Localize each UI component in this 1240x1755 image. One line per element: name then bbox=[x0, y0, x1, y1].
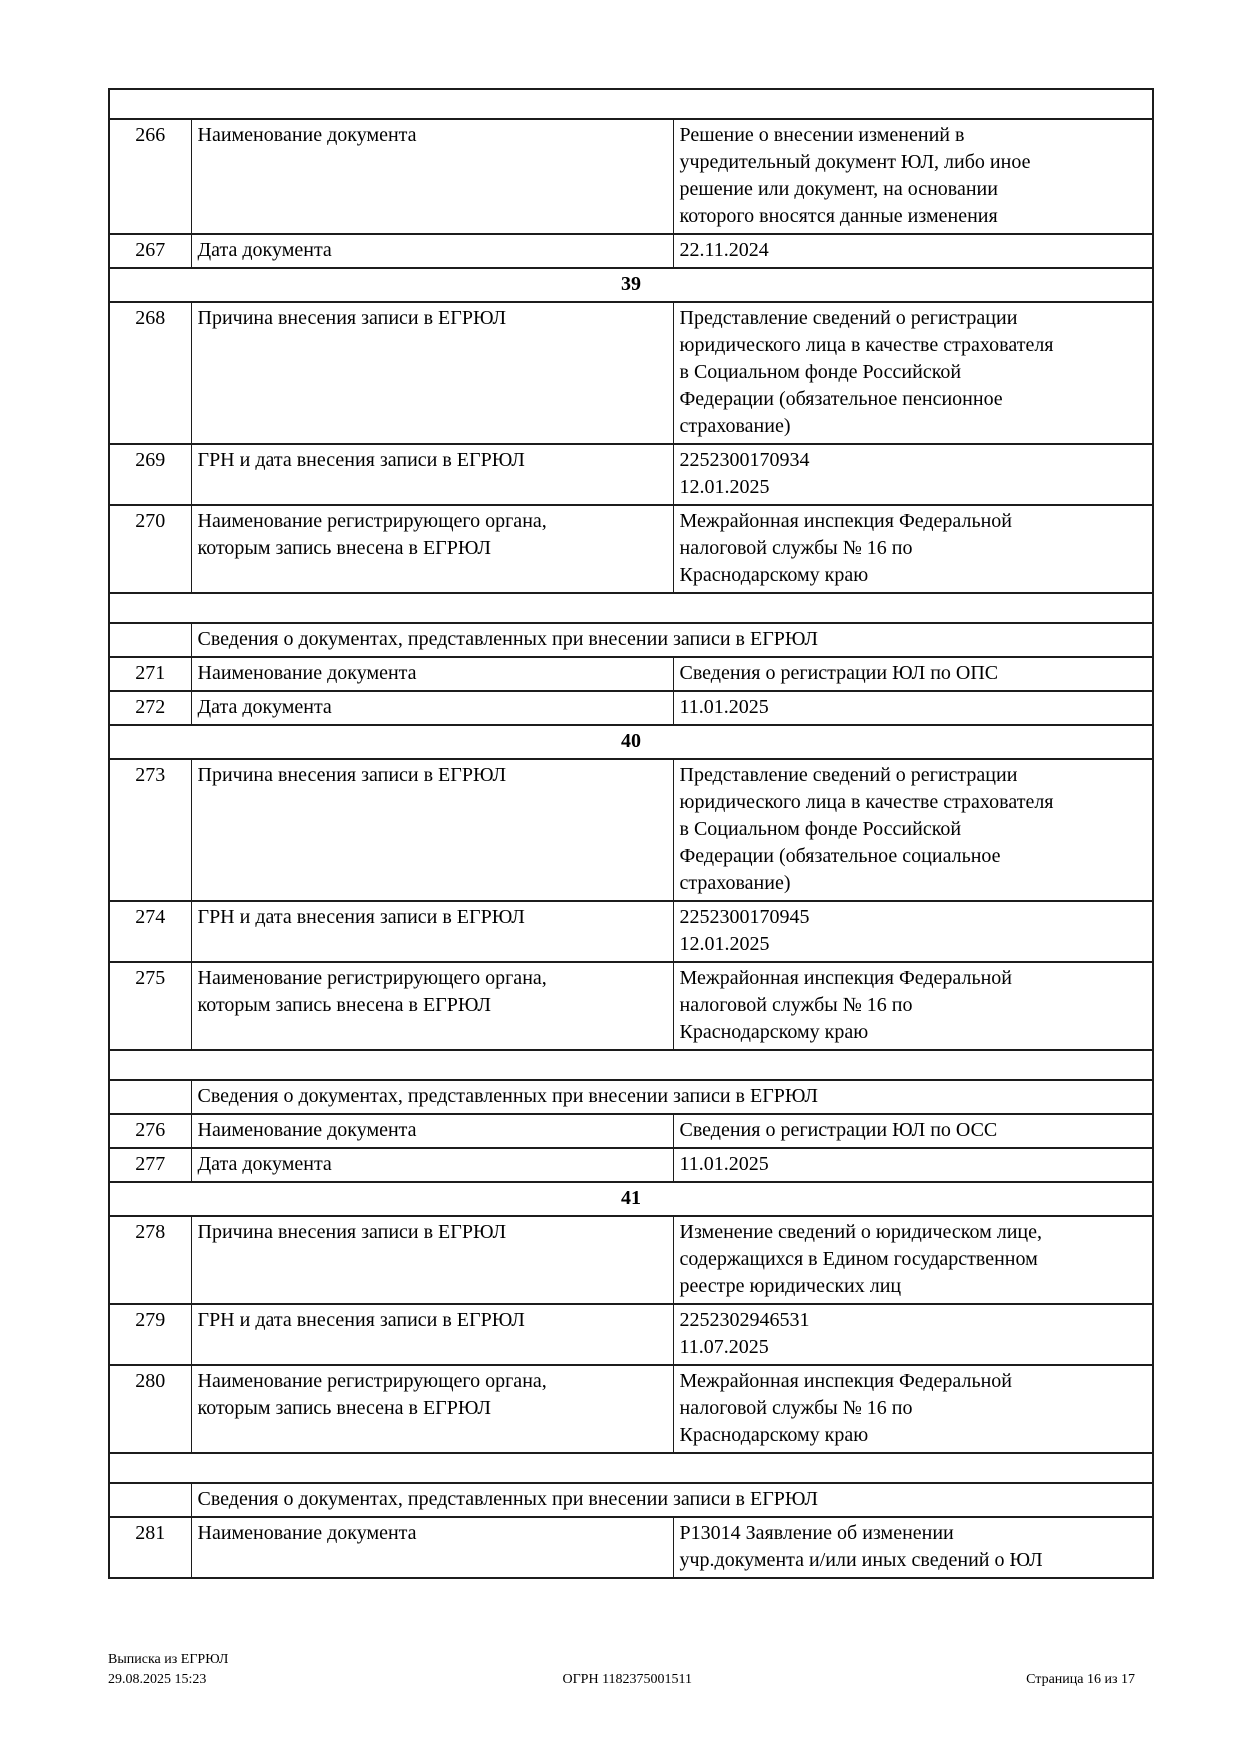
field-value-line: юридического лица в качестве страхователя bbox=[679, 791, 1054, 813]
record-group-number: 41 bbox=[109, 1182, 1153, 1216]
row-number: 275 bbox=[109, 962, 191, 1050]
row-number: 272 bbox=[109, 691, 191, 725]
field-value-line: страхование) bbox=[679, 415, 791, 437]
field-label bbox=[191, 691, 673, 725]
row-number-cell-empty bbox=[109, 1483, 191, 1517]
field-value-line: учредительный документ ЮЛ, либо иное bbox=[679, 151, 1031, 173]
spacer-cell bbox=[109, 1453, 1153, 1483]
docs-section-header: Сведения о документах, представленных при внесении записи в ЕГРЮЛ bbox=[191, 623, 1153, 657]
row-number: 268 bbox=[109, 302, 191, 444]
field-value-line: 11.07.2025 bbox=[679, 1336, 769, 1358]
egrul-table-body bbox=[109, 89, 1153, 1578]
field-value-line: Представление сведений о регистрации bbox=[679, 307, 1018, 329]
field-value-line: Сведения о регистрации ЮЛ по ОПС bbox=[679, 662, 999, 684]
docs-section-header-row bbox=[109, 623, 1153, 657]
row-number: 269 bbox=[109, 444, 191, 505]
row-number: 271 bbox=[109, 657, 191, 691]
field-label bbox=[191, 1114, 673, 1148]
field-label bbox=[191, 901, 673, 962]
field-value bbox=[673, 1216, 1153, 1304]
field-value-line: 22.11.2024 bbox=[679, 239, 769, 261]
field-label bbox=[191, 1148, 673, 1182]
spacer-row bbox=[109, 1050, 1153, 1080]
field-value bbox=[673, 901, 1153, 962]
spacer-row bbox=[109, 593, 1153, 623]
spacer-cell bbox=[109, 1050, 1153, 1080]
field-label bbox=[191, 657, 673, 691]
row-number: 266 bbox=[109, 119, 191, 234]
field-value-line: содержащихся в Едином государственном bbox=[679, 1248, 1038, 1270]
spacer-cell bbox=[109, 593, 1153, 623]
field-value-line: Сведения о регистрации ЮЛ по ОСС bbox=[679, 1119, 998, 1141]
field-value bbox=[673, 1148, 1153, 1182]
field-value bbox=[673, 1517, 1153, 1578]
field-label-line: Наименование документа bbox=[197, 124, 417, 146]
footer-doc-title: Выписка из ЕГРЮЛ bbox=[108, 1652, 229, 1667]
field-label-line: Наименование документа bbox=[197, 662, 417, 684]
field-value-line: 2252300170934 bbox=[679, 449, 810, 471]
field-value-line: реестре юридических лиц bbox=[679, 1275, 902, 1297]
field-value-line: 12.01.2025 bbox=[679, 933, 770, 955]
field-value bbox=[673, 302, 1153, 444]
field-value-line: 2252300170945 bbox=[679, 906, 810, 928]
field-value-line: Межрайонная инспекция Федеральной bbox=[679, 1370, 1012, 1392]
field-label bbox=[191, 1304, 673, 1365]
field-value-line: Краснодарскому краю bbox=[679, 1424, 869, 1446]
field-label-line: Наименование регистрирующего органа, bbox=[197, 967, 547, 989]
field-value-line: 11.01.2025 bbox=[679, 1153, 769, 1175]
row-number: 270 bbox=[109, 505, 191, 593]
record-field-row bbox=[109, 1114, 1153, 1148]
row-number: 281 bbox=[109, 1517, 191, 1578]
record-field-row bbox=[109, 302, 1153, 444]
record-field-row bbox=[109, 962, 1153, 1050]
field-label-line: Дата документа bbox=[197, 239, 332, 261]
field-value bbox=[673, 759, 1153, 901]
field-value bbox=[673, 119, 1153, 234]
row-number: 278 bbox=[109, 1216, 191, 1304]
field-value-line: которого вносятся данные изменения bbox=[679, 205, 998, 227]
field-value-line: страхование) bbox=[679, 872, 791, 894]
field-value-line: 12.01.2025 bbox=[679, 476, 770, 498]
field-label-line: которым запись внесена в ЕГРЮЛ bbox=[197, 994, 491, 1016]
field-value-line: Межрайонная инспекция Федеральной bbox=[679, 967, 1012, 989]
field-label bbox=[191, 234, 673, 268]
field-value-line: Представление сведений о регистрации bbox=[679, 764, 1018, 786]
field-label-line: Наименование регистрирующего органа, bbox=[197, 1370, 547, 1392]
field-value-line: юридического лица в качестве страхователя bbox=[679, 334, 1054, 356]
field-value-line: Решение о внесении изменений в bbox=[679, 124, 965, 146]
field-value bbox=[673, 962, 1153, 1050]
spacer-row bbox=[109, 1453, 1153, 1483]
field-label bbox=[191, 759, 673, 901]
docs-section-header: Сведения о документах, представленных при внесении записи в ЕГРЮЛ bbox=[191, 1080, 1153, 1114]
field-label-line: Наименование регистрирующего органа, bbox=[197, 510, 547, 532]
docs-section-header: Сведения о документах, представленных при внесении записи в ЕГРЮЛ bbox=[191, 1483, 1153, 1517]
record-field-row bbox=[109, 1365, 1153, 1453]
record-field-row bbox=[109, 119, 1153, 234]
record-field-row bbox=[109, 505, 1153, 593]
docs-section-header-row bbox=[109, 1483, 1153, 1517]
row-number: 276 bbox=[109, 1114, 191, 1148]
row-number: 274 bbox=[109, 901, 191, 962]
field-label-line: Дата документа bbox=[197, 696, 332, 718]
field-value bbox=[673, 444, 1153, 505]
field-value-line: 2252302946531 bbox=[679, 1309, 810, 1331]
field-label-line: Причина внесения записи в ЕГРЮЛ bbox=[197, 307, 507, 329]
row-number: 280 bbox=[109, 1365, 191, 1453]
spacer-row bbox=[109, 89, 1153, 119]
field-label-line: Причина внесения записи в ЕГРЮЛ bbox=[197, 764, 507, 786]
field-value-line: 11.01.2025 bbox=[679, 696, 769, 718]
docs-section-header-row bbox=[109, 1080, 1153, 1114]
record-group-number: 39 bbox=[109, 268, 1153, 302]
record-field-row bbox=[109, 1148, 1153, 1182]
field-value-line: учр.документа и/или иных сведений о ЮЛ bbox=[679, 1549, 1043, 1571]
record-field-row bbox=[109, 444, 1153, 505]
record-field-row bbox=[109, 901, 1153, 962]
field-value bbox=[673, 691, 1153, 725]
row-number-cell-empty bbox=[109, 1080, 191, 1114]
field-label-line: которым запись внесена в ЕГРЮЛ bbox=[197, 1397, 491, 1419]
row-number: 277 bbox=[109, 1148, 191, 1182]
field-label-line: Наименование документа bbox=[197, 1522, 417, 1544]
record-group-row bbox=[109, 1182, 1153, 1216]
page-footer bbox=[108, 1650, 1135, 1690]
field-value-line: Р13014 Заявление об изменении bbox=[679, 1522, 954, 1544]
field-value-line: налоговой службы № 16 по bbox=[679, 1397, 913, 1419]
field-label bbox=[191, 1216, 673, 1304]
record-field-row bbox=[109, 234, 1153, 268]
footer-datetime: 29.08.2025 15:23 bbox=[108, 1672, 207, 1687]
record-field-row bbox=[109, 1517, 1153, 1578]
field-value bbox=[673, 1365, 1153, 1453]
field-label-line: ГРН и дата внесения записи в ЕГРЮЛ bbox=[197, 449, 525, 471]
field-label bbox=[191, 302, 673, 444]
field-label bbox=[191, 505, 673, 593]
field-value-line: Краснодарскому краю bbox=[679, 564, 869, 586]
field-label-line: ГРН и дата внесения записи в ЕГРЮЛ bbox=[197, 906, 525, 928]
field-label bbox=[191, 1517, 673, 1578]
field-label-line: Дата документа bbox=[197, 1153, 332, 1175]
field-label bbox=[191, 962, 673, 1050]
field-value-line: Изменение сведений о юридическом лице, bbox=[679, 1221, 1043, 1243]
spacer-cell bbox=[109, 89, 1153, 119]
field-value bbox=[673, 234, 1153, 268]
field-value-line: Федерации (обязательное социальное bbox=[679, 845, 1001, 867]
footer-left-block bbox=[108, 1650, 228, 1690]
field-value bbox=[673, 505, 1153, 593]
footer-ogrn: ОГРН 1182375001511 bbox=[562, 1672, 693, 1687]
field-value-line: налоговой службы № 16 по bbox=[679, 537, 913, 559]
record-group-row bbox=[109, 725, 1153, 759]
record-field-row bbox=[109, 1304, 1153, 1365]
field-value bbox=[673, 1114, 1153, 1148]
field-label-line: Причина внесения записи в ЕГРЮЛ bbox=[197, 1221, 507, 1243]
field-value bbox=[673, 657, 1153, 691]
row-number: 279 bbox=[109, 1304, 191, 1365]
field-value-line: решение или документ, на основании bbox=[679, 178, 998, 200]
field-label-line: ГРН и дата внесения записи в ЕГРЮЛ bbox=[197, 1309, 525, 1331]
record-field-row bbox=[109, 691, 1153, 725]
egrul-extract-table bbox=[108, 88, 1154, 1579]
field-label-line: которым запись внесена в ЕГРЮЛ bbox=[197, 537, 491, 559]
field-label-line: Наименование документа bbox=[197, 1119, 417, 1141]
row-number: 273 bbox=[109, 759, 191, 901]
record-field-row bbox=[109, 1216, 1153, 1304]
field-value bbox=[673, 1304, 1153, 1365]
field-value-line: в Социальном фонде Российской bbox=[679, 818, 962, 840]
field-label bbox=[191, 119, 673, 234]
field-label bbox=[191, 1365, 673, 1453]
row-number: 267 bbox=[109, 234, 191, 268]
field-value-line: налоговой службы № 16 по bbox=[679, 994, 913, 1016]
field-value-line: Краснодарскому краю bbox=[679, 1021, 869, 1043]
footer-page-number: Страница 16 из 17 bbox=[1026, 1672, 1135, 1687]
field-value-line: Федерации (обязательное пенсионное bbox=[679, 388, 1003, 410]
row-number-cell-empty bbox=[109, 623, 191, 657]
record-group-number: 40 bbox=[109, 725, 1153, 759]
field-value-line: в Социальном фонде Российской bbox=[679, 361, 962, 383]
field-value-line: Межрайонная инспекция Федеральной bbox=[679, 510, 1012, 532]
record-field-row bbox=[109, 759, 1153, 901]
field-label bbox=[191, 444, 673, 505]
record-group-row bbox=[109, 268, 1153, 302]
record-field-row bbox=[109, 657, 1153, 691]
